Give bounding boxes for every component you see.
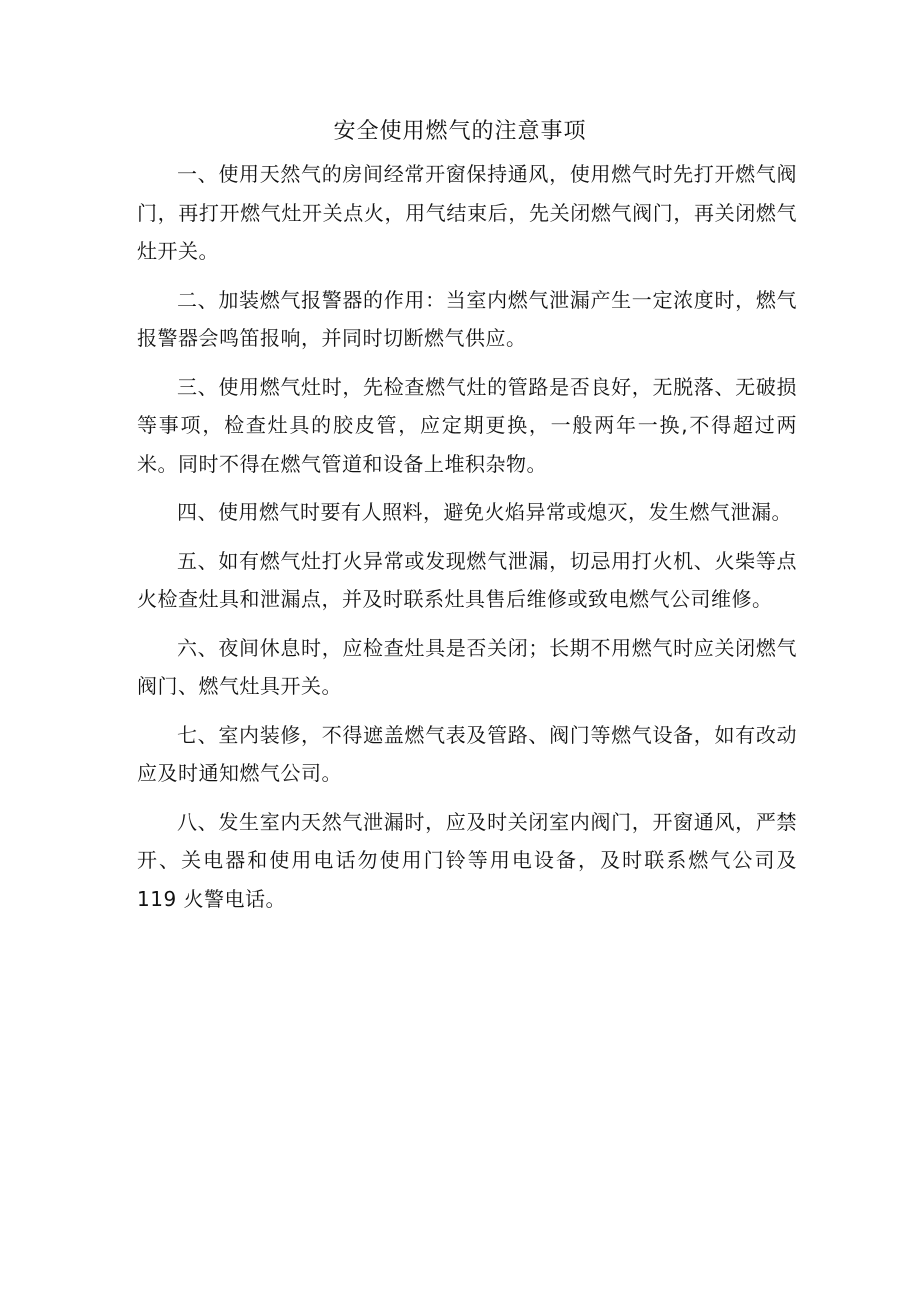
document-body xyxy=(137,155,797,928)
document-title: 安全使用燃气的注意事项 xyxy=(333,119,587,144)
paragraph-7: 七、室内装修，不得遮盖燃气表及管路、阀门等燃气设备，如有改动应及时通知燃气公司。 xyxy=(137,722,797,785)
paragraph-6: 六、夜间休息时，应检查灶具是否关闭；长期不用燃气时应关闭燃气阀门、燃气灶具开关。 xyxy=(137,635,797,698)
paragraph-1: 一、使用天然气的房间经常开窗保持通风，使用燃气时先打开燃气阀门，再打开燃气灶开关点火，用气结束后，先关闭燃气阀门，再关闭燃气灶开关。 xyxy=(137,162,797,263)
paragraph-3: 三、使用燃气灶时，先检查燃气灶的管路是否良好，无脱落、无破损等事项，检查灶具的胶皮管，应定期更换，一般两年一换,不得超过两米。同时不得在燃气管道和设备上堆积杂物。 xyxy=(137,374,797,476)
paragraph-4: 四、使用燃气时要有人照料，避免火焰异常或熄灭，发生燃气泄漏。 xyxy=(177,500,792,524)
paragraph-5: 五、如有燃气灶打火异常或发现燃气泄漏，切忌用打火机、火柴等点火检查灶具和泄漏点，并及时联系灶具售后维修或致电燃气公司维修。 xyxy=(137,548,797,611)
paragraph-8: 八、发生室内天然气泄漏时，应及时关闭室内阀门，开窗通风，严禁开、关电器和使用电话勿使用门铃等用电设备，及时联系燃气公司及 119 火警电话。 xyxy=(137,809,797,911)
paragraph-2: 二、加装燃气报警器的作用：当室内燃气泄漏产生一定浓度时，燃气报警器会鸣笛报响，并同时切断燃气供应。 xyxy=(137,287,797,350)
